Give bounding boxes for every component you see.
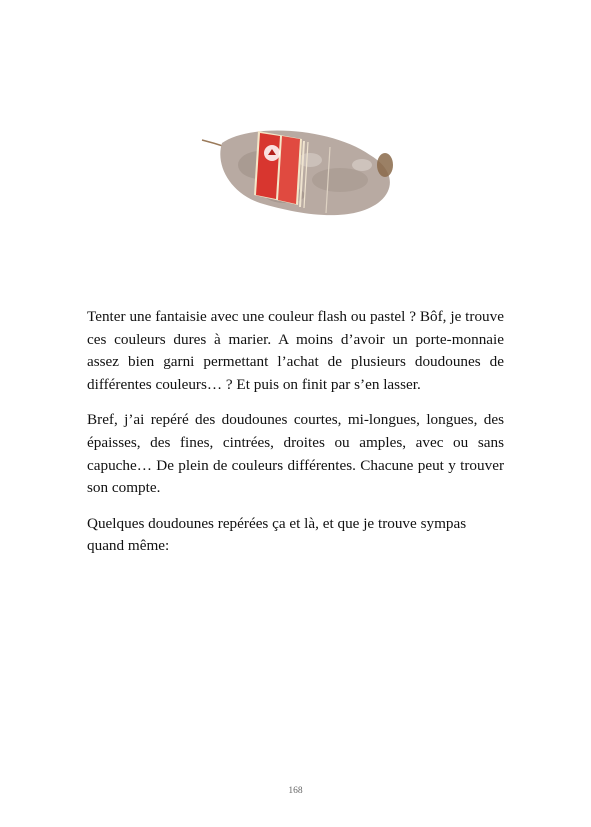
body-text (87, 306, 504, 571)
paragraph-2: Bref, j’ai repéré des doudounes courtes, mi-longues, longues, des épaisses, des fines, cintrées, droites ou amples, avec ou sans capuche… De plein de couleurs différentes. Chacune peut y trouver son compte. (87, 411, 504, 497)
page-number: 168 (288, 786, 303, 796)
saucisson-image (190, 65, 412, 265)
paragraph-1: Tenter une fantaisie avec une couleur flash ou pastel ? Bôf, je trouve ces couleurs dures à marier. A moins d’avoir un porte-monnaie assez bien garni permettant l’achat de plusieurs doudounes de différentes couleurs… ? Et puis on finit par s’en lasser. (87, 308, 504, 393)
paragraph-3: Quelques doudounes repérées ça et là, et que je trouve sympas quand même: (87, 514, 467, 555)
saucisson-illustration (190, 65, 412, 265)
